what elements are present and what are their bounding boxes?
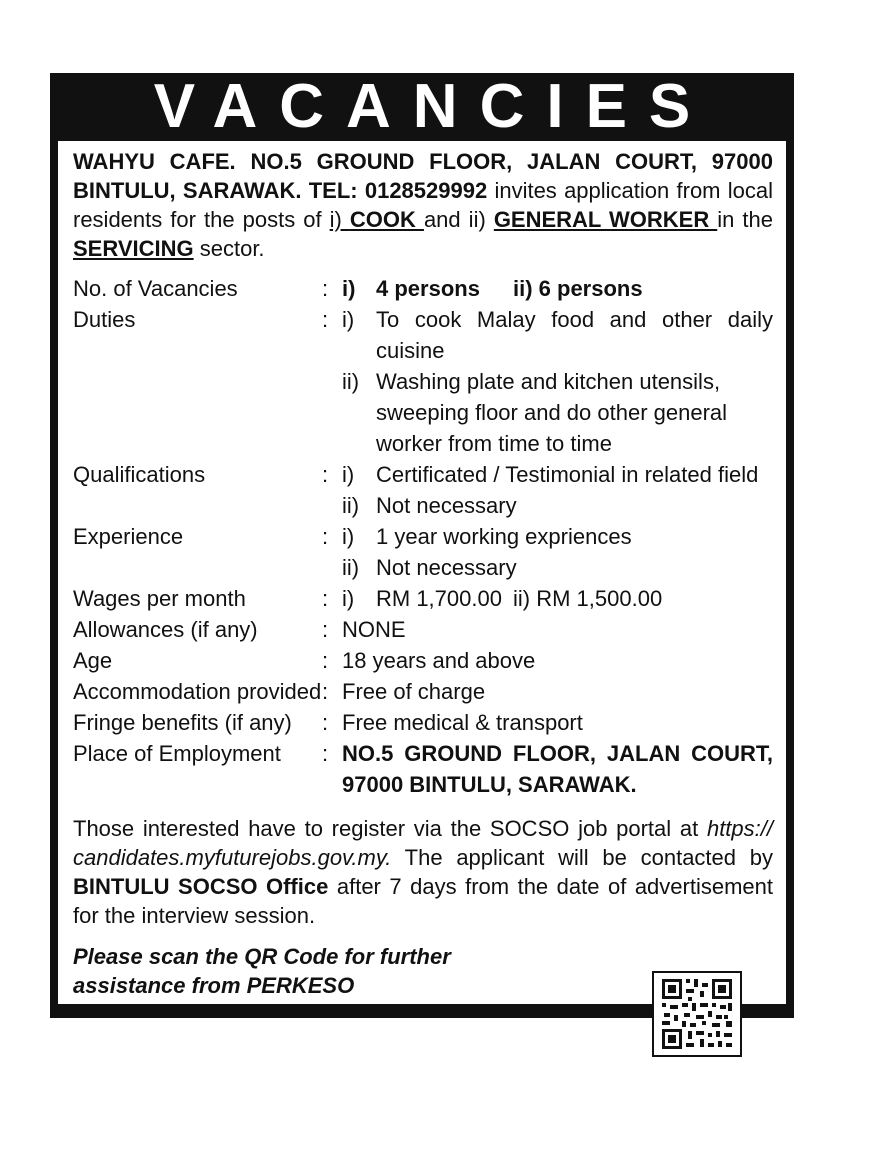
label-place-of-employment: Place of Employment — [73, 741, 281, 766]
label-vacancies: No. of Vacancies — [73, 276, 238, 301]
accommodation-value: Free of charge — [342, 679, 486, 704]
ad-body — [58, 141, 786, 1004]
colon: : — [322, 276, 329, 301]
label-experience: Experience — [73, 524, 184, 549]
vacancies-value-1: 4 persons — [376, 276, 480, 301]
row-age — [73, 645, 773, 676]
vacancies-values — [342, 273, 773, 304]
position-1-name: COOK — [349, 207, 424, 232]
socso-office: BINTULU SOCSO Office — [73, 874, 329, 899]
colon: : — [322, 462, 329, 487]
scan-note: Please scan the QR Code for further assistance from PERKESO — [73, 944, 451, 998]
wages-number-1: i) — [342, 586, 355, 611]
row-allowances — [73, 614, 773, 645]
colon: : — [322, 617, 329, 642]
intro-and: and ii) — [423, 207, 494, 232]
label-age: Age — [73, 648, 113, 673]
intro-in-the: in the — [717, 207, 774, 232]
qr-code-graphic — [654, 973, 740, 1055]
colon: : — [322, 679, 329, 704]
label-fringe-benefits: Fringe benefits (if any) — [73, 710, 292, 735]
label-allowances: Allowances (if any) — [73, 617, 258, 642]
qr-code-icon — [652, 971, 742, 1057]
label-wages: Wages per month — [73, 586, 246, 611]
row-accommodation — [73, 676, 773, 707]
wages-values — [342, 583, 773, 614]
allowances-value: NONE — [342, 617, 406, 642]
label-qualifications: Qualifications — [73, 462, 206, 487]
closing-paragraph: Those interested have to register via the SOCSO job portal at https:// candidates.myfuturejobs.gov.my. The applicant will be contacted by BINTULU SOCSO Office after 7 days from the date of advertisement for the interview session. — [73, 816, 773, 928]
experience-item-1: i) 1 year working expriences — [342, 524, 632, 549]
portal-url: https:// candidates.myfuturejobs.gov.my. — [73, 816, 773, 870]
label-accommodation: Accommodation provided — [73, 679, 322, 704]
qualifications-item-2: ii) Not necessary — [342, 493, 517, 518]
position-2-name: GENERAL WORKER — [493, 207, 718, 232]
qualifications-item-1: i) Certificated / Testimonial in related field — [342, 462, 759, 487]
colon: : — [322, 307, 329, 332]
vacancies-value-2: ii) 6 persons — [513, 276, 643, 301]
row-qualifications — [73, 459, 773, 521]
duties-item-1: i) To cook Malay food and other daily cuisine — [342, 307, 773, 363]
ad-content — [73, 147, 773, 1000]
vacancy-details-table — [73, 273, 773, 800]
intro-text: invites application from local residents for the posts of — [73, 178, 773, 232]
row-duties — [73, 304, 773, 459]
row-fringe-benefits — [73, 707, 773, 738]
page-title: VACANCIES — [153, 72, 713, 141]
colon: : — [322, 710, 329, 735]
row-wages — [73, 583, 773, 614]
wages-value-1: RM 1,700.00 — [376, 586, 502, 611]
colon: : — [322, 741, 329, 766]
intro-sector: sector. — [193, 236, 265, 261]
row-vacancies — [73, 273, 773, 304]
employer-details: WAHYU CAFE. NO.5 GROUND FLOOR, JALAN COURT, 97000 BINTULU, SARAWAK. TEL: 0128529992 — [73, 149, 773, 203]
age-value: 18 years and above — [342, 648, 536, 673]
place-of-employment-value: NO.5 GROUND FLOOR, JALAN COURT, 97000 BINTULU, SARAWAK. — [342, 741, 773, 797]
sector-name: SERVICING — [73, 236, 194, 261]
vacancies-number-1: i) — [342, 276, 356, 301]
colon: : — [322, 524, 329, 549]
colon: : — [322, 586, 329, 611]
label-duties: Duties — [73, 307, 136, 332]
position-1-number: i) — [329, 207, 350, 232]
duties-item-2: ii) Washing plate and kitchen utensils, sweeping floor and do other general worker from time to time — [342, 369, 728, 456]
vacancy-advertisement — [50, 73, 794, 1018]
colon: : — [322, 648, 329, 673]
intro-paragraph — [73, 147, 773, 263]
experience-item-2: ii) Not necessary — [342, 555, 517, 580]
row-experience — [73, 521, 773, 583]
row-place-of-employment — [73, 738, 773, 800]
wages-value-2: ii) RM 1,500.00 — [513, 586, 663, 611]
fringe-benefits-value: Free medical & transport — [342, 710, 583, 735]
